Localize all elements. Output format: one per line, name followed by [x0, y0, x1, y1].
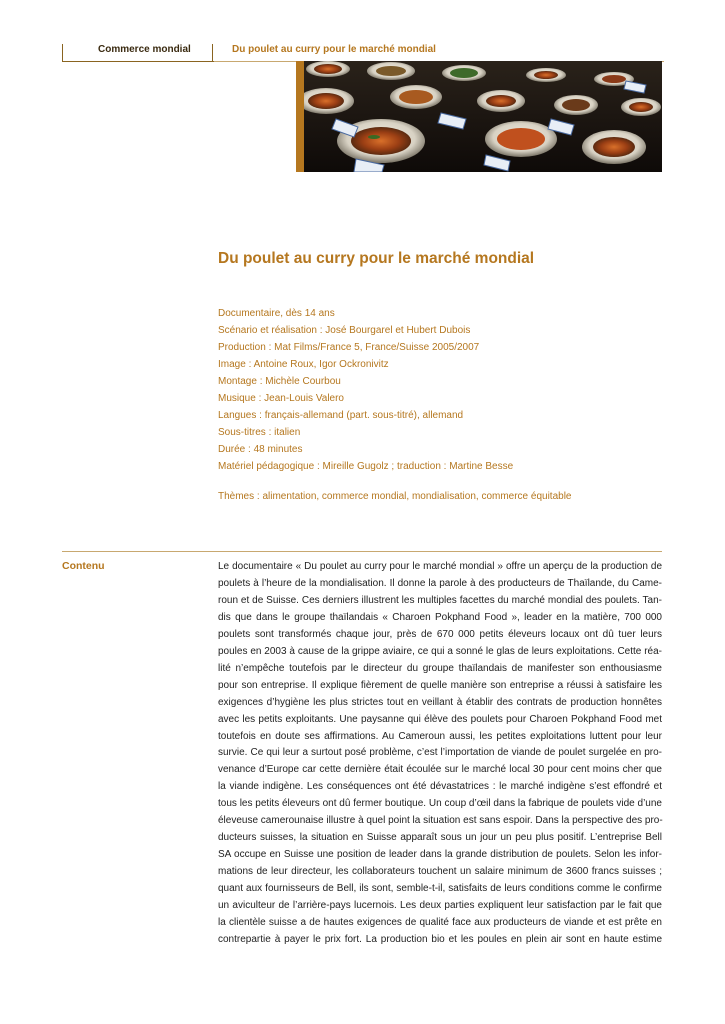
body-line: toutefois en doute ses affirmations. Au Cameroun aussi, les petites exploitations luttent pour leur — [218, 730, 662, 742]
credit-line: Documentaire, dès 14 ans — [218, 308, 335, 319]
body-line: mations de leur directeur, les collaborateurs touchent un salaire minimum de 3600 francs suisses ; — [218, 866, 662, 878]
credit-line: Sous-titres : italien — [218, 427, 301, 438]
credit-line: Matériel pédagogique : Mireille Gugolz ; traduction : Martine Besse — [218, 461, 514, 472]
body-line: quant aux fournisseurs de Bell, ils sont, semble-t-il, satisfaits de leurs conditions comme le confirme — [218, 883, 662, 895]
body-line: ducteurs suisses, la situation en Suisse apparaît sous un jour un peu plus positif. L’entreprise Bell — [218, 832, 662, 844]
body-line: poulets à l’heure de la mondialisation. Il donne la parole à des producteurs de Thaïlande, du Came- — [218, 577, 662, 589]
body-line: un aviculteur de l’arrière-pays lucernois. Les deux parties expliquent leur satisfaction par le fait que — [218, 900, 662, 912]
header-rule — [62, 61, 214, 62]
body-line: Le documentaire « Du poulet au curry pour le marché mondial » offre un aperçu de la production de — [218, 561, 662, 572]
credit-line: Image : Antoine Roux, Igor Ockronivitz — [218, 359, 389, 370]
body-line: éleveuse camerounaise illustre à quel point la situation est sans espoir. Dans la perspective des pro- — [218, 815, 663, 827]
header-tick — [212, 44, 213, 61]
page-title: Du poulet au curry pour le marché mondial — [218, 250, 535, 267]
body-line: roun et de Suisse. Ces derniers illustrent les multiples facettes du marché mondial des poulets. Tan- — [218, 594, 662, 606]
themes-line: Thèmes : alimentation, commerce mondial, mondialisation, commerce équitable — [218, 491, 572, 502]
credit-line: Montage : Michèle Courbou — [218, 376, 341, 387]
section-heading: Contenu — [62, 560, 105, 572]
body-line: pour son entreprise. Il explique fièrement de quelle manière son entreprise a réussi à satisfaire les — [218, 679, 662, 691]
body-line: poulets sont transformés chaque jour, près de 670 000 petits éleveurs locaux ont dû tuer leurs — [218, 628, 662, 640]
credits-block — [218, 305, 648, 475]
body-line: contrepartie à payer le prix fort. La production bio et les poules en plein air sont en haute estime — [218, 933, 662, 945]
photo-accent-bar — [296, 61, 304, 172]
running-head-section: Commerce mondial — [98, 44, 191, 55]
body-line: exigences d’hygiène les plus strictes tout en veillant à établir des contrats de production honnêtes — [218, 696, 662, 708]
header-tick — [62, 44, 63, 61]
body-paragraph — [218, 559, 662, 949]
body-line: survie. Ce qui leur a surtout posé problème, c’est l’importation de viande de poulet surgelée en pro- — [218, 747, 662, 759]
body-line: dis que dans le groupe thaïlandais « Charoen Pokphand Food », leader en la matière, 700 000 — [218, 611, 662, 623]
credit-line: Langues : français-allemand (part. sous-titré), allemand — [218, 410, 464, 421]
running-head-title: Du poulet au curry pour le marché mondial — [232, 44, 436, 55]
credit-line: Musique : Jean-Louis Valero — [218, 393, 344, 404]
section-rule — [62, 551, 662, 552]
credit-line: Scénario et réalisation : José Bourgarel et Hubert Dubois — [218, 325, 471, 336]
credit-line: Durée : 48 minutes — [218, 444, 303, 455]
body-line: poules en 2003 à cause de la grippe aviaire, ce qui a sonné le glas de leurs exploitations. Cette réa- — [218, 645, 662, 657]
body-line: venance d’Europe car cette dernière était écoulée sur le marché local 30 pour cent moins cher que — [218, 764, 662, 776]
credit-line: Production : Mat Films/France 5, France/Suisse 2005/2007 — [218, 342, 480, 353]
body-line: avec les petits exploitants. Une paysanne qui élève des poulets pour Charoen Pokphand Food met — [218, 713, 662, 725]
buffet-plates-photo — [296, 61, 662, 172]
body-line: tous les petits éleveurs ont dû fermer boutique. Un coup d’œil dans la fabrique de poulets vide d’une — [218, 798, 662, 810]
body-line: la viande indigène. Les conséquences ont été dévastatrices : le marché indigène s’est effondré et — [218, 781, 662, 793]
body-line: lité n’empêche toutefois par le directeur du groupe thaïlandais de manifester son enthousiasme — [218, 662, 662, 674]
body-line: SA occupe en Suisse une position de leader dans la grande distribution de poulets. Selon les infor- — [218, 849, 662, 861]
body-line: la clientèle suisse a de hautes exigences de qualité face aux producteurs de viande et est prête en — [218, 917, 662, 929]
